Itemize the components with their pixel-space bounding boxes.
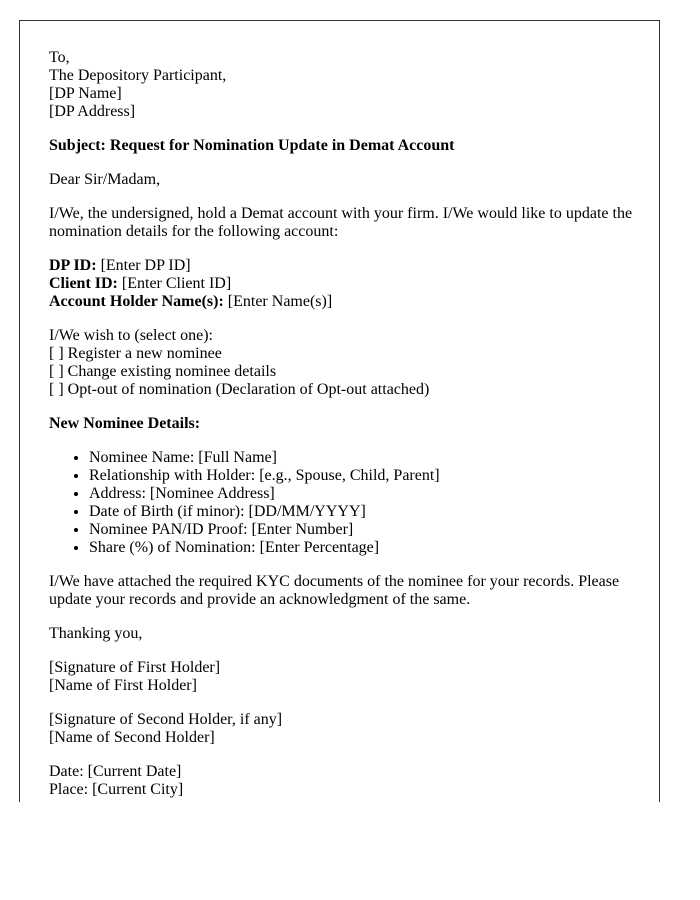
option-opt-out: [ ] Opt-out of nomination (Declaration of Opt-out attached) xyxy=(49,381,430,398)
name-line: [Name of First Holder] xyxy=(49,677,197,694)
dp-id-label: DP ID: xyxy=(49,257,97,274)
first-holder-signature xyxy=(49,659,659,695)
list-item: • Nominee Name: [Full Name] xyxy=(89,449,659,467)
list-item: • Nominee PAN/ID Proof: [Enter Number] xyxy=(89,521,659,539)
dp-id-value: [Enter DP ID] xyxy=(96,257,191,274)
signature-line: [Signature of First Holder] xyxy=(49,659,221,676)
address-line: [DP Address] xyxy=(49,103,136,120)
place-line: Place: [Current City] xyxy=(49,781,184,798)
second-holder-signature xyxy=(49,711,659,747)
client-id-label: Client ID: xyxy=(49,275,118,292)
list-item: • Relationship with Holder: [e.g., Spouse, Child, Parent] xyxy=(89,467,659,485)
intro-line: nomination details for the following account: xyxy=(49,223,339,240)
closing-line: update your records and provide an acknowledgment of the same. xyxy=(49,591,471,608)
list-item: • Date of Birth (if minor): [DD/MM/YYYY] xyxy=(89,503,659,521)
list-item: • Share (%) of Nomination: [Enter Percentage] xyxy=(89,539,659,557)
holder-name-value: [Enter Name(s)] xyxy=(223,293,333,310)
option-register: [ ] Register a new nominee xyxy=(49,345,222,362)
salutation: Dear Sir/Madam, xyxy=(49,171,161,188)
nominee-details-list xyxy=(49,449,659,557)
option-change: [ ] Change existing nominee details xyxy=(49,363,277,380)
signature-line: [Signature of Second Holder, if any] xyxy=(49,711,283,728)
subject-line: Subject: Request for Nomination Update in Demat Account xyxy=(49,137,455,154)
client-id-row xyxy=(49,275,659,293)
date-place xyxy=(49,763,659,799)
closing-paragraph xyxy=(49,573,659,609)
letter-page xyxy=(19,20,660,802)
recipient-address xyxy=(49,49,659,121)
intro-paragraph xyxy=(49,205,659,241)
holder-name-label: Account Holder Name(s): xyxy=(49,293,224,310)
address-line: [DP Name] xyxy=(49,85,122,102)
holder-name-row xyxy=(49,293,659,311)
closing-line: I/We have attached the required KYC documents of the nominee for your records. Please xyxy=(49,573,620,590)
options-list xyxy=(49,327,659,399)
address-line: To, xyxy=(49,49,70,66)
client-id-value: [Enter Client ID] xyxy=(117,275,232,292)
account-details xyxy=(49,257,659,311)
thanks-line: Thanking you, xyxy=(49,625,143,642)
nominee-heading: New Nominee Details: xyxy=(49,415,201,432)
options-intro: I/We wish to (select one): xyxy=(49,327,213,344)
list-item: • Address: [Nominee Address] xyxy=(89,485,659,503)
date-line: Date: [Current Date] xyxy=(49,763,182,780)
dp-id-row xyxy=(49,257,659,275)
address-line: The Depository Participant, xyxy=(49,67,227,84)
intro-line: I/We, the undersigned, hold a Demat account with your firm. I/We would like to update the xyxy=(49,205,633,222)
name-line: [Name of Second Holder] xyxy=(49,729,215,746)
